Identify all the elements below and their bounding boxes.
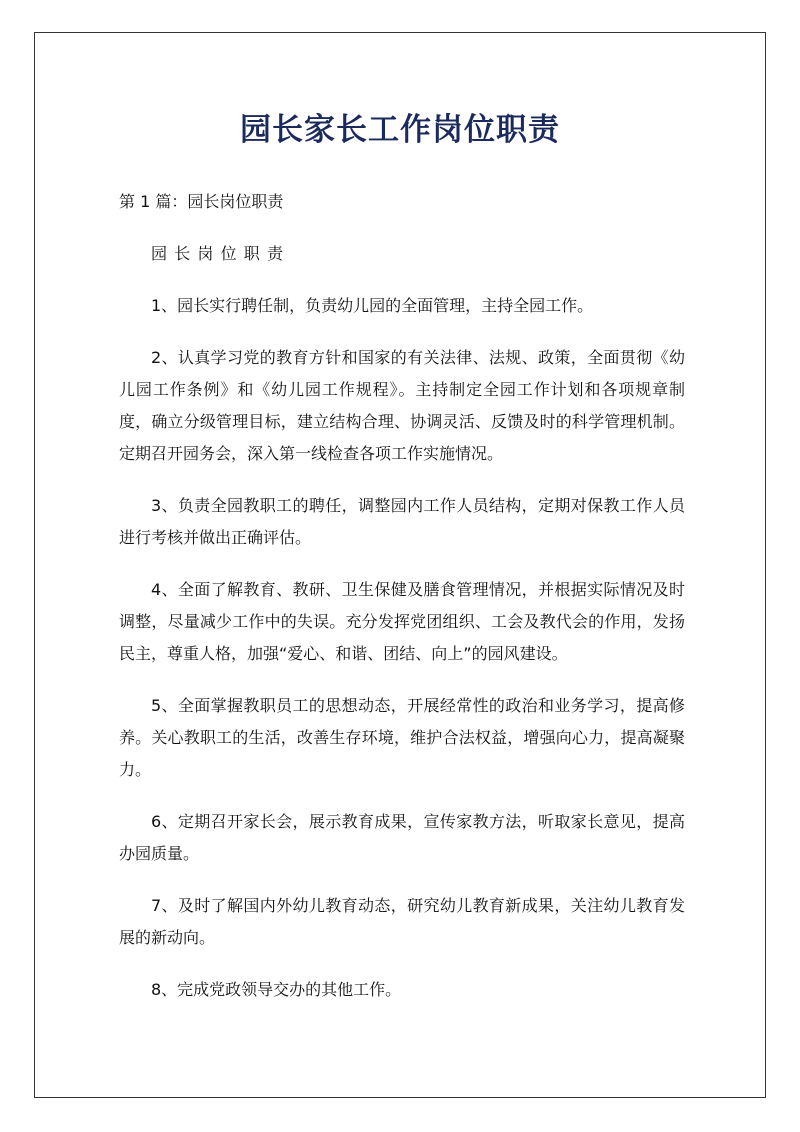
document-title: 园长家长工作岗位职责 [240, 112, 560, 148]
paragraph-4: 4、全面了解教育、教研、卫生保健及膳食管理情况，并根据实际情况及时调整，尽量减少工作中的失误。充分发挥党团组织、工会及教代会的作用，发扬民主，尊重人格，加强“爱心、和谐、团结、向上”的园风建设。 [119, 580, 685, 663]
sub-heading: 园长岗位职责 [151, 244, 291, 263]
section-heading: 第 1 篇：园长岗位职责 [119, 192, 284, 211]
document-body [119, 186, 685, 1026]
paragraph-3: 3、负责全园教职工的聘任，调整园内工作人员结构，定期对保教工作人员进行考核并做出正确评估。 [119, 496, 685, 547]
paragraph-5: 5、全面掌握教职员工的思想动态，开展经常性的政治和业务学习，提高修养。关心教职工的生活，改善生存环境，维护合法权益，增强向心力，提高凝聚力。 [119, 696, 685, 779]
paragraph-8: 8、完成党政领导交办的其他工作。 [151, 980, 402, 999]
paragraph-2: 2、认真学习党的教育方针和国家的有关法律、法规、政策，全面贯彻《幼儿园工作条例》和《幼儿园工作规程》。主持制定全园工作计划和各项规章制度，确立分级管理目标，建立结构合理、协调灵活、反馈及时的科学管理机制。定期召开园务会，深入第一线检查各项工作实施情况。 [119, 348, 685, 463]
paragraph-7: 7、及时了解国内外幼儿教育动态，研究幼儿教育新成果，关注幼儿教育发展的新动向。 [119, 896, 685, 947]
paragraph-1: 1、园长实行聘任制，负责幼儿园的全面管理，主持全园工作。 [151, 296, 594, 315]
paragraph-6: 6、定期召开家长会，展示教育成果，宣传家教方法，听取家长意见，提高办园质量。 [119, 812, 685, 863]
